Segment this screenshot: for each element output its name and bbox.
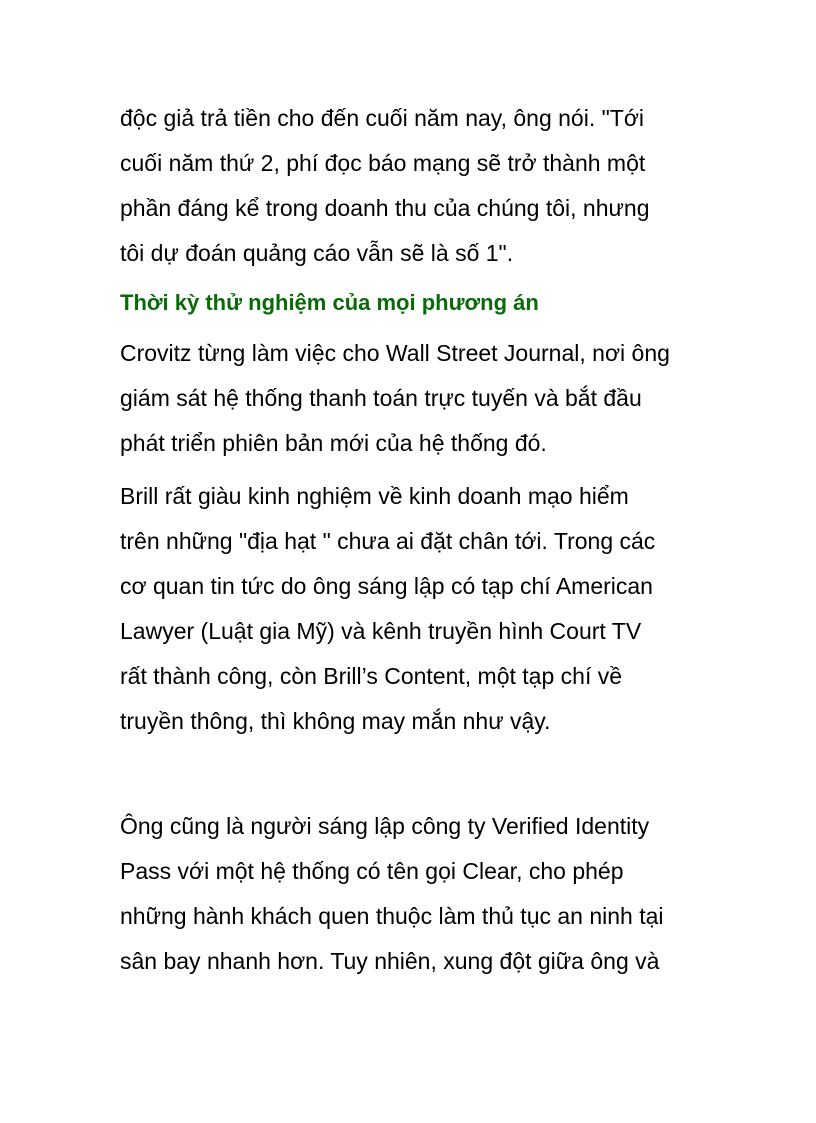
- text-line: cơ quan tin tức do ông sáng lập có tạp chí American: [120, 573, 653, 599]
- text-line: những hành khách quen thuộc làm thủ tục an ninh tại: [120, 903, 664, 929]
- paragraph-1: [120, 96, 720, 276]
- text-line: giám sát hệ thống thanh toán trực tuyến và bắt đầu: [120, 385, 642, 411]
- text-line: Ông cũng là người sáng lập công ty Verified Identity: [120, 813, 650, 839]
- text-line: tôi dự đoán quảng cáo vẫn sẽ là số 1".: [120, 240, 514, 266]
- text-line: độc giả trả tiền cho đến cuối năm nay, ông nói. "Tới: [120, 105, 645, 131]
- text-line: phát triển phiên bản mới của hệ thống đó.: [120, 430, 547, 456]
- paragraph-gap: [120, 466, 720, 474]
- text-line: sân bay nhanh hơn. Tuy nhiên, xung đột giữa ông và: [120, 948, 660, 974]
- paragraph-4: [120, 804, 720, 984]
- section-heading: Thời kỳ thử nghiệm của mọi phương án: [120, 290, 539, 315]
- text-line: truyền thông, thì không may mắn như vậy.: [120, 708, 551, 734]
- document-body: [120, 96, 720, 984]
- paragraph-2: [120, 331, 720, 466]
- text-line: rất thành công, còn Brill’s Content, một tạp chí về: [120, 663, 623, 689]
- text-line: Lawyer (Luật gia Mỹ) và kênh truyền hình Court TV: [120, 618, 642, 644]
- text-line: Pass với một hệ thống có tên gọi Clear, cho phép: [120, 858, 624, 884]
- text-line: phần đáng kể trong doanh thu của chúng tôi, nhưng: [120, 195, 650, 221]
- paragraph-3: [120, 474, 720, 744]
- text-line: cuối năm thứ 2, phí đọc báo mạng sẽ trở thành một: [120, 150, 646, 176]
- text-line: trên những "địa hạt " chưa ai đặt chân tới. Trong các: [120, 528, 656, 554]
- paragraph-gap: [120, 744, 720, 804]
- text-line: Crovitz từng làm việc cho Wall Street Journal, nơi ông: [120, 340, 670, 366]
- text-line: Brill rất giàu kinh nghiệm về kinh doanh mạo hiểm: [120, 483, 629, 509]
